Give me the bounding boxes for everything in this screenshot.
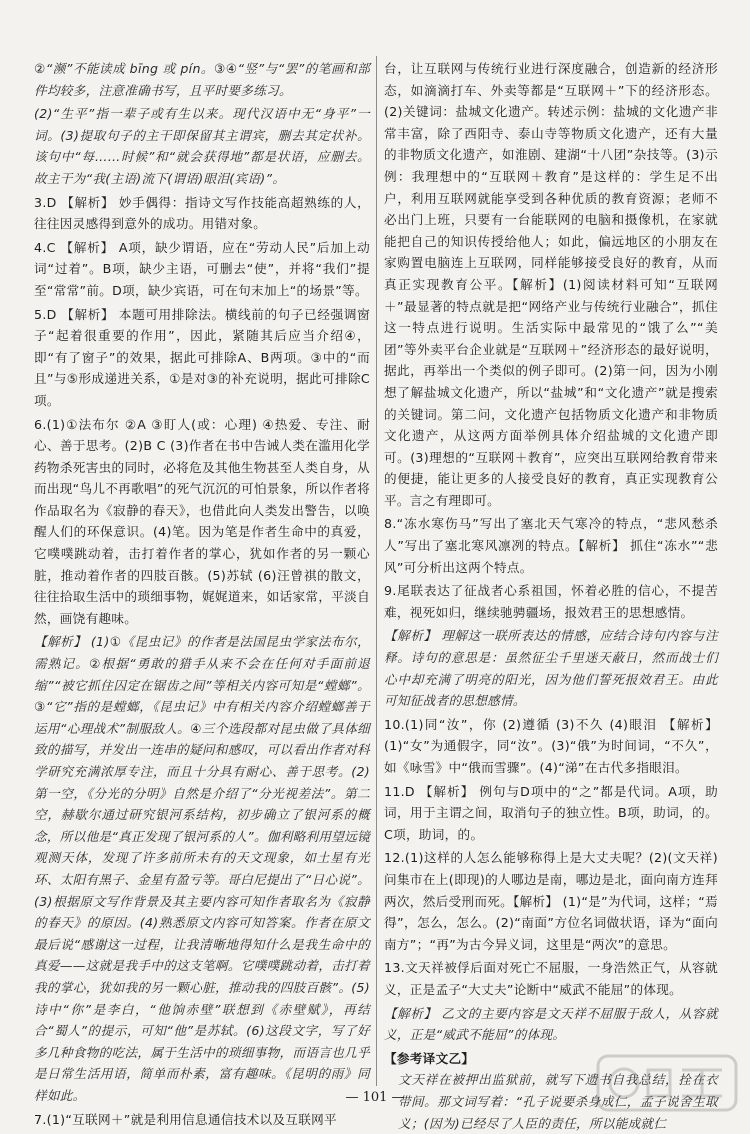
translation-heading: 【参考译文乙】 xyxy=(384,1050,475,1066)
column-divider xyxy=(376,56,377,1086)
page-number: — 101 — xyxy=(345,1090,405,1105)
analysis-paragraph: 【解析】 (1)①《昆虫记》的作者是法国昆虫学家法布尔，需熟记。②根据“勇敢的猎手从来不会在任何对手面前退缩”“被它抓住囚定在锯齿之间”等相关内容可知是“螳螂”。③“它”指的是螳螂，《昆虫记》中有相关内容介绍螳螂善于运用“心理战术”制服敌人。④三个选段都对昆虫做了具体细致的描写，并发出一连串的疑问和感叹，可以看出作者对科学研究充满浓厚专注，而且十分具有耐心、善于思考。(2)第一空，《分光的分明》自然是介绍了“分光视差法”。第二空，赫歇尔通过研究银河系结构，初步确立了银河系的概念，所以他是“真正发现了银河系的人”。伽利略利用望远镜观测天体，发现了许多前所未有的天文现象，如土星有光环、太阳有黑子、金星有盈亏等。哥白尼提出了“日心说”。(3)根据原文写作背景及其主要内容可知作者取名为《寂静的春天》的原因。(4)熟悉原文内容可知答案。作者在原文最后说“感谢这一过程，让我清晰地得知什么是我生命中的真爱——这就是我手中的这支笔啊。它噗噗跳动着，击打着我的掌心，犹如我的另一颗心脏，推动我的四肢百骸”。(5)诗中“你”是李白，“他饷赤壁”联想到《赤壁赋》，再结合“蜀人”的提示，可知“他”是苏轼。(6)这段文字，写了好多几种食物的吃法，属于生活中的琐细事物，而语言也几乎是日常生活用语，简单而朴素，富有趣味。《昆明的雨》同样如此。 xyxy=(34,634,370,1103)
answer-item-11: 11.D 【解析】 例句与D项中的“之”都是代词。A项，助词，用于主谓之间，取消句子的独立性。B项，助词，的。C项，助词，的。 xyxy=(384,783,718,842)
answer-item-12: 12.(1)这样的人怎么能够称得上是大丈夫呢？(2)(文天祥)问集市在上(即现)的人哪边是南，哪边是北，面向南方连拜两次，然后受刑而死。【解析】 (1)“是”为代词，这样；“焉得”，怎么，怎么。(2)“南面”方位名词做状语，译为“面向南方”；“再”为古今异义词，这里是“两次”的意思。 xyxy=(384,850,718,952)
answer-paragraph: (2)“生平”指一辈子或有生以来。现代汉语中无“身平”一词。(3)提取句子的主干即保留其主谓宾，删去其定状补。该句中“每……时候”和“就会获得地”都是状语，应删去。故主干为“我(主语)流下(谓语)眼泪(宾语)”。 xyxy=(34,106,370,186)
answer-item-3: 3.D 【解析】 妙手偶得：指诗文写作技能高超熟练的人，往往因灵感得到意外的成功。用错对象。 xyxy=(34,194,370,232)
answer-item-9: 9.尾联表达了征战者心系祖国，怀着必胜的信心，不提苦难，视死如归，继续驰骋疆场，报效君王的思想感情。 xyxy=(384,583,718,620)
answer-item-8: 8.“冻水寒伤马”写出了塞北天气寒冷的特点，“悲风愁杀人”写出了塞北寒风凛冽的特点。【解析】 抓住“冻水”“悲风”可分析出这两个特点。 xyxy=(384,516,718,575)
answer-item-7: 7.(1)“互联网＋”就是利用信息通信技术以及互联网平 xyxy=(34,1111,337,1127)
answer-item-4: 4.C 【解析】 A项，缺少谓语，应在“劳动人民”后加上动词“过着”。B项，缺少主语，可删去“使”，并将“我们”提至“常常”前。D项，缺少宾语，可在句末加上“的场景”等。 xyxy=(34,239,370,298)
answer-paragraph: ②“濒”不能读成 bīng 或 pín。③④“竖”与“罢”的笔画和部件均较多，注意准确书写，且平时要多练习。 xyxy=(34,61,370,98)
analysis-paragraph: 【解析】 理解这一联所表达的情感，应结合诗句内容与注释。诗句的意思是：虽然征尘千里迷天蔽日，然而战士们心中却充满了明亮的阳光，因为他们誓死报效君王。由此可知征战者的思想感情。 xyxy=(384,628,718,709)
right-column xyxy=(384,58,718,1134)
left-column xyxy=(34,58,370,1130)
answer-item-7-continued: 台，让互联网与传统行业进行深度融合，创造新的经济形态，如滴滴打车、外卖等都是“互联网＋”下的经济形态。(2)关键词：盐城文化遗产。转述示例：盐城的文化遗产非常丰富，除了西阳寺、泰山寺等物质文化遗产，还有大量的非物质文化遗产，如淮剧、建湖“十八团”杂技等。(3)示例：我理想中的“互联网＋教育”是这样的：学生足不出户，利用互联网就能享受到各种优质的教育资源；老师不必出门上班，只要有一台能联网的电脑和摄像机，在家就能把自己的知识传授给他人；如此，偏远地区的小朋友在家购置电脑连上互联网，同样能够接受良好的教育，从而真正实现教育公平。【解析】(1)阅读材料可知“互联网＋”最显著的特点就是把“网络产业与传统行业融合”，抓住这一特点进行说明。生活实际中最常见的“饿了么”“美团”等外卖平台企业就是“互联网＋”经济形态的最好说明，据此，再举出一个类似的例子即可。(2)第一问，因为小刚想了解盐城文化遗产，所以“盐城”和“文化遗产”就是搜索的关键词。第二问，文化遗产包括物质文化遗产和非物质文化遗产，从这两方面举例具体介绍盐城的文化遗产即可。(3)理想的“互联网＋教育”，应突出互联网给教育带来的便捷，能让更多的人接受良好的教育，真正实现教育公平。言之有理即可。 xyxy=(384,61,718,508)
answer-item-13: 13.文天祥被俘后面对死亡不屈服，一身浩然正气，从容就义，正是孟子“大丈夫”论断中“威武不能屈”的体现。 xyxy=(384,960,718,997)
analysis-paragraph: 【解析】 乙文的主要内容是文天祥不屈服于敌人，从容就义，正是“威武不能屈”的体现。 xyxy=(384,1005,718,1043)
watermark-logo xyxy=(592,1048,742,1118)
answer-item-6: 6.(1)①法布尔 ②A ③盯人(或：心理) ④热爱、专注、耐心、善于思考。(2)B C (3)作者在书中告诫人类在滥用化学药物杀死害虫的同时，必将危及其他生物甚至人类自身，从而出现“鸟儿不再歌唱”的死气沉沉的可怕景象，所以作者将作品取名为《寂静的春天》，也借此向人类发出警告，以唤醒人们的环保意识。(4)笔。因为笔是作者生命中的真爱，它噗噗跳动着，击打着作者的掌心，犹如作者的另一颗心脏，推动着作者的四肢百骸。(5)苏轼 (6)汪曾祺的散文，往往拾取生活中的琐细事物，娓娓道来，如话家常，平淡自然，画饶有趣味。 xyxy=(34,416,370,626)
watermark-icon xyxy=(592,1048,742,1118)
answer-item-5: 5.D 【解析】 本题可用排除法。横线前的句子已经强调窗子“起着很重要的作用”，因此，紧随其后应当介绍④，即“有了窗子”的效果，据此可排除A、B两项。③中的“而且”与⑤形成递进关系，①是对③的补充说明，据此可排除C项。 xyxy=(34,306,370,408)
translation-paragraph: 文天祥在被押出监狱前，就写下遗书自我总结，拴在衣带间。那文词写着：“孔子说要杀身成仁，孟子说舍生取义；(因为)已经尽了人臣的责任，所以能成就仁 xyxy=(398,1072,718,1131)
answer-item-10: 10.(1)同“汝”，你 (2)遵循 (3)不久 (4)眼泪 【解析】 (1)“女”为通假字，同“汝”。(3)“俄”为时间词，“不久”，如《咏雪》中“俄而雪骤”。(4)“涕”在古代多指眼泪。 xyxy=(384,716,718,775)
